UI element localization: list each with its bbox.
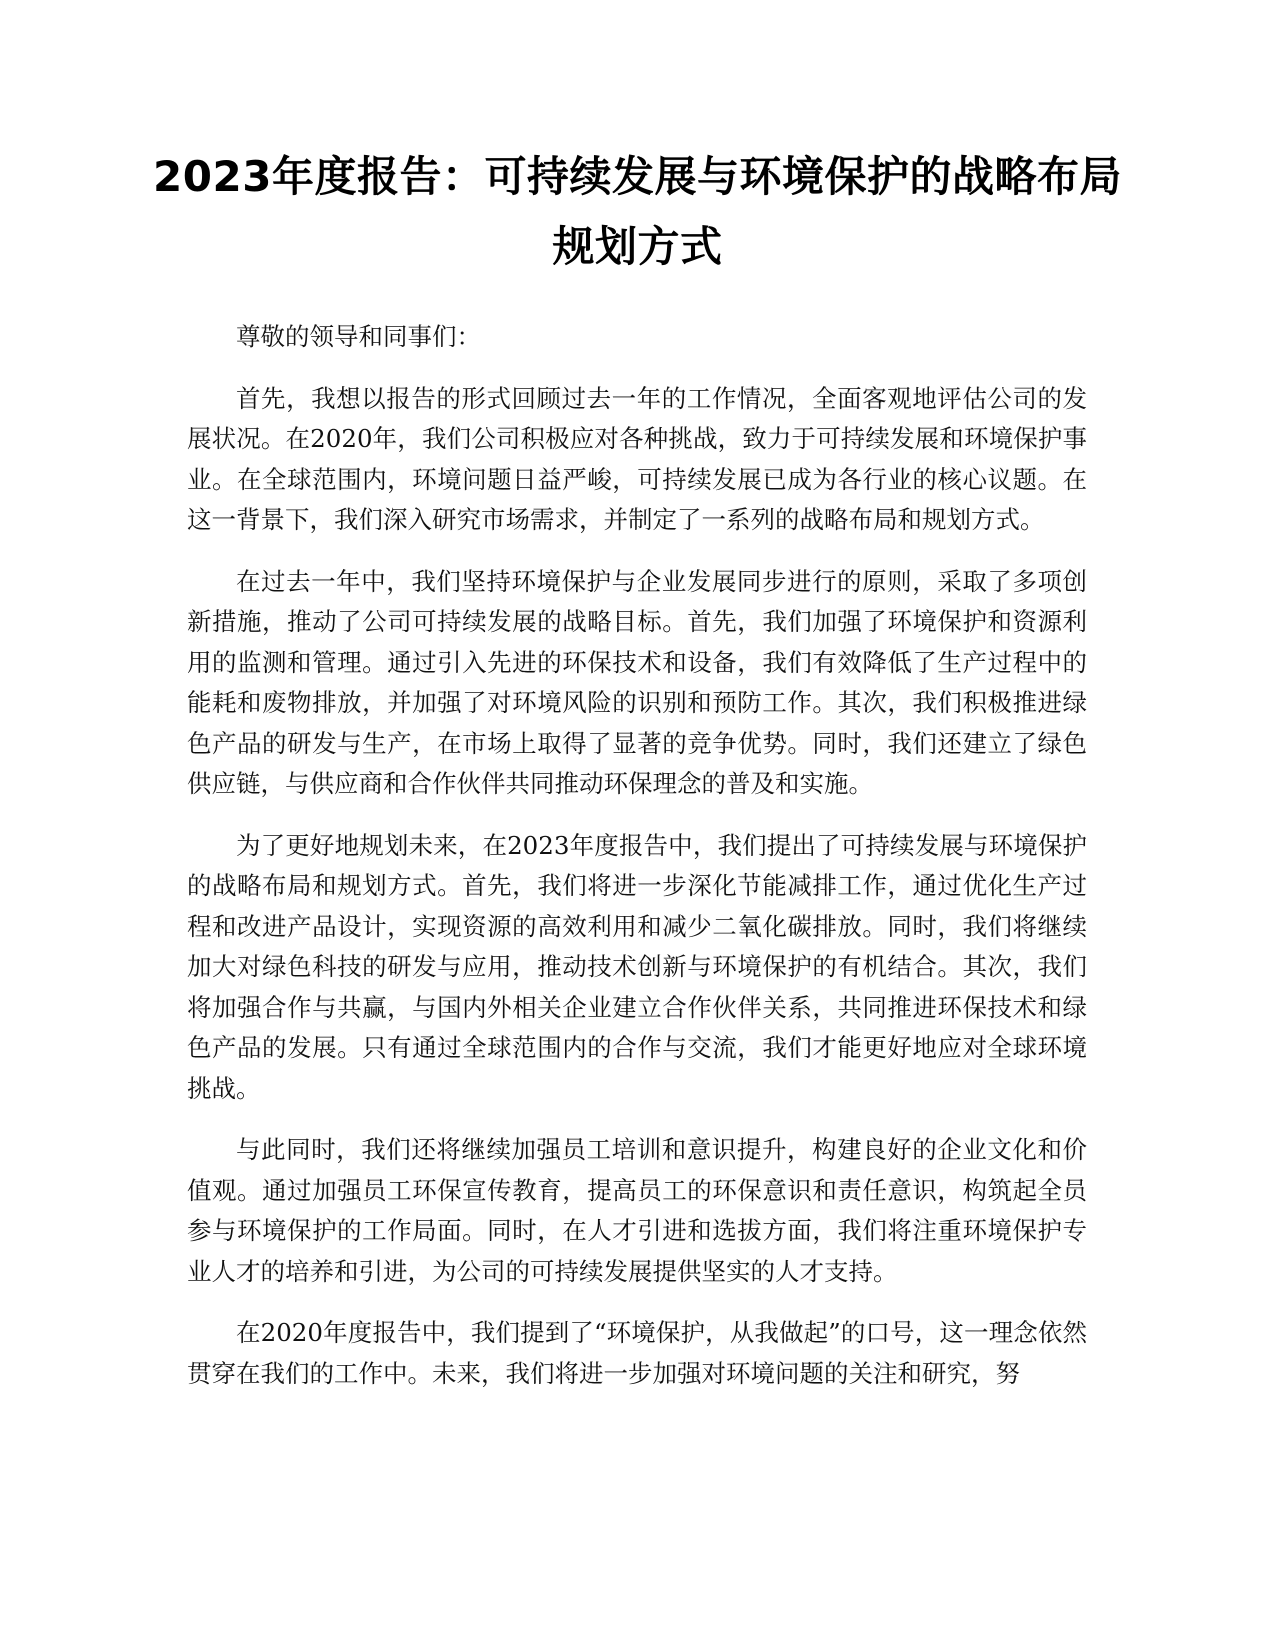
body-paragraph: 与此同时，我们还将继续加强员工培训和意识提升，构建良好的企业文化和价值观。通过加强员工环保宣传教育，提高员工的环保意识和责任意识，构筑起全员参与环境保护的工作局面。同时，在人才引进和选拔方面，我们将注重环境保护专业人才的培养和引进，为公司的可持续发展提供坚实的人才支持。 xyxy=(187,1135,1087,1286)
body-paragraph: 首先，我想以报告的形式回顾过去一年的工作情况，全面客观地评估公司的发展状况。在2020年，我们公司积极应对各种挑战，致力于可持续发展和环境保护事业。在全球范围内，环境问题日益严峻，可持续发展已成为各行业的核心议题。在这一背景下，我们深入研究市场需求，并制定了一系列的战略布局和规划方式。 xyxy=(187,383,1087,534)
body-paragraph: 在过去一年中，我们坚持环境保护与企业发展同步进行的原则，采取了多项创新措施，推动了公司可持续发展的战略目标。首先，我们加强了环境保护和资源利用的监测和管理。通过引入先进的环保技术和设备，我们有效降低了生产过程中的能耗和废物排放，并加强了对环境风险的识别和预防工作。其次，我们积极推进绿色产品的研发与生产，在市场上取得了显著的竞争优势。同时，我们还建立了绿色供应链，与供应商和合作伙伴共同推动环保理念的普及和实施。 xyxy=(187,566,1087,798)
body-paragraph: 为了更好地规划未来，在2023年度报告中，我们提出了可持续发展与环境保护的战略布局和规划方式。首先，我们将进一步深化节能减排工作，通过优化生产过程和改进产品设计，实现资源的高效利用和减少二氧化碳排放。同时，我们将继续加大对绿色科技的研发与应用，推动技术创新与环境保护的有机结合。其次，我们将加强合作与共赢，与国内外相关企业建立合作伙伴关系，共同推进环保技术和绿色产品的发展。只有通过全球范围内的合作与交流，我们才能更好地应对全球环境挑战。 xyxy=(187,830,1087,1103)
greeting-paragraph: 尊敬的领导和同事们： xyxy=(236,322,481,351)
body-paragraph: 在2020年度报告中，我们提到了“环境保护，从我做起”的口号，这一理念依然贯穿在我们的工作中。未来，我们将进一步加强对环境问题的关注和研究，努 xyxy=(187,1318,1087,1388)
document-body xyxy=(187,317,1087,1415)
document-title: 2023年度报告：可持续发展与环境保护的战略布局规划方式 xyxy=(153,152,1122,271)
